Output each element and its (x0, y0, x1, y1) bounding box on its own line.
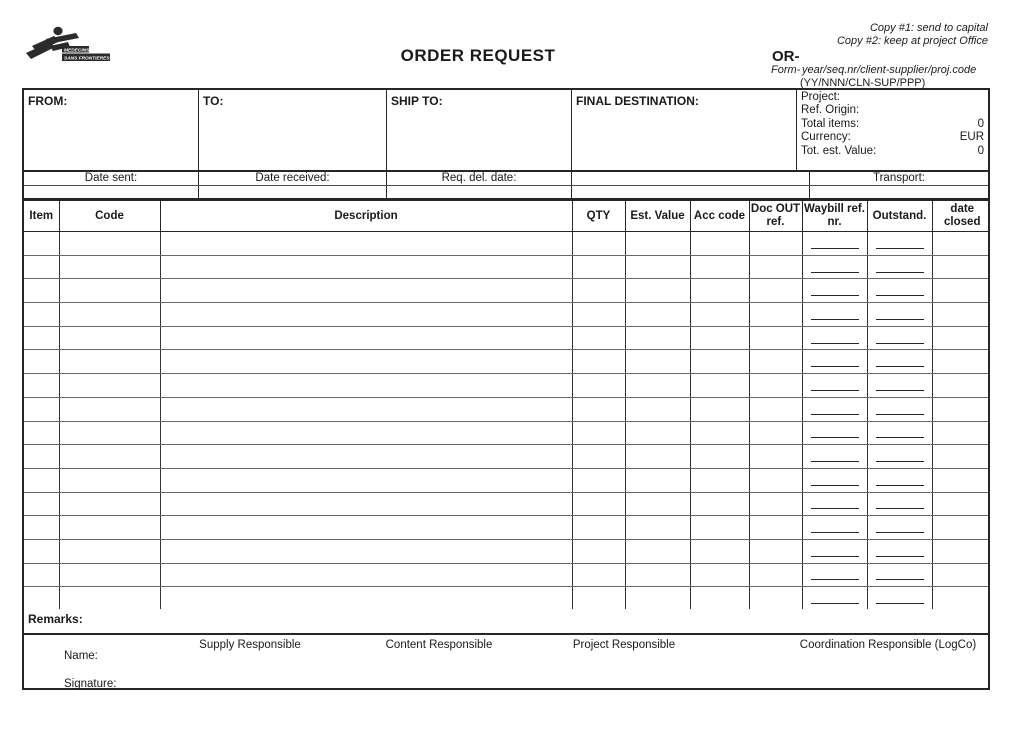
table-row (24, 421, 988, 445)
fill-in-line (876, 569, 924, 580)
fill-in-line (811, 427, 859, 438)
doc-out-ref-cell[interactable] (749, 279, 802, 303)
date-closed-cell[interactable] (932, 587, 988, 609)
date-closed-cell[interactable] (932, 445, 988, 469)
qty-cell[interactable] (572, 539, 625, 563)
doc-out-ref-cell[interactable] (749, 350, 802, 374)
item-cell[interactable] (24, 303, 59, 327)
description-cell[interactable] (160, 468, 572, 492)
item-cell[interactable] (24, 397, 59, 421)
outstand-cell[interactable] (867, 563, 932, 587)
waybill-ref-nr-cell[interactable] (802, 492, 867, 516)
outstand-cell[interactable] (867, 539, 932, 563)
acc-code-cell[interactable] (690, 468, 749, 492)
doc-out-ref-cell[interactable] (749, 563, 802, 587)
item-cell[interactable] (24, 279, 59, 303)
fill-in-line (811, 404, 859, 415)
signature-section (24, 635, 988, 688)
description-cell[interactable] (160, 255, 572, 279)
fill-in-line (876, 380, 924, 391)
fill-in-line (811, 238, 859, 249)
order-info-box (797, 90, 988, 170)
waybill-ref-nr-cell[interactable] (802, 397, 867, 421)
code-cell[interactable] (59, 492, 160, 516)
transport-label-cell: Transport: (873, 172, 925, 184)
acc-code-cell[interactable] (690, 232, 749, 256)
fill-in-line (876, 427, 924, 438)
item-cell[interactable] (24, 350, 59, 374)
acc-code-cell[interactable] (690, 563, 749, 587)
item-cell[interactable] (24, 445, 59, 469)
fill-in-line (876, 238, 924, 249)
date-values-row (24, 186, 988, 198)
col-header-qty: QTY (572, 201, 625, 232)
outstand-cell[interactable] (867, 232, 932, 256)
qty-cell[interactable] (572, 326, 625, 350)
tot-est-value-line[interactable] (801, 145, 984, 158)
date-closed-cell[interactable] (932, 232, 988, 256)
code-cell[interactable] (59, 445, 160, 469)
fill-in-line (876, 498, 924, 509)
fill-in-line (811, 593, 859, 604)
fill-in-line (876, 451, 924, 462)
item-cell[interactable] (24, 539, 59, 563)
est-value-cell[interactable] (625, 374, 690, 398)
item-cell[interactable] (24, 516, 59, 540)
msf-running-figure-icon (24, 26, 112, 64)
form-label: Form- (771, 64, 801, 76)
waybill-ref-nr-cell[interactable] (802, 255, 867, 279)
doc-out-ref-cell[interactable] (749, 232, 802, 256)
date-closed-cell[interactable] (932, 279, 988, 303)
to-box[interactable] (199, 90, 387, 170)
waybill-ref-nr-cell[interactable] (802, 516, 867, 540)
date-closed-cell[interactable] (932, 492, 988, 516)
waybill-ref-nr-cell[interactable] (802, 421, 867, 445)
fill-in-line (876, 333, 924, 344)
items-table-header-row (24, 201, 988, 232)
outstand-cell[interactable] (867, 374, 932, 398)
ship-to-box[interactable] (387, 90, 572, 170)
logo-text-line1: MEDECINS (64, 48, 90, 54)
date-closed-cell[interactable] (932, 397, 988, 421)
code-cell[interactable] (59, 397, 160, 421)
logo-text-line2: SANS FRONTIERES (64, 56, 110, 62)
code-cell[interactable] (59, 279, 160, 303)
date-labels-row (24, 172, 988, 186)
est-value-cell[interactable] (625, 279, 690, 303)
project-label: Project: (801, 91, 840, 103)
qty-cell[interactable] (572, 374, 625, 398)
date-received-label-cell: Date received: (199, 172, 387, 185)
currency-line[interactable] (801, 131, 984, 144)
waybill-ref-nr-cell[interactable] (802, 326, 867, 350)
total-items-value: 0 (977, 117, 984, 130)
code-cell[interactable] (59, 587, 160, 609)
qty-cell[interactable] (572, 492, 625, 516)
qty-cell[interactable] (572, 468, 625, 492)
remarks-row[interactable] (24, 609, 988, 635)
waybill-ref-nr-cell[interactable] (802, 279, 867, 303)
qty-cell[interactable] (572, 516, 625, 540)
item-cell[interactable] (24, 587, 59, 609)
est-value-cell[interactable] (625, 492, 690, 516)
code-cell[interactable] (59, 374, 160, 398)
code-cell[interactable] (59, 255, 160, 279)
items-table (24, 200, 988, 609)
fill-in-line (876, 262, 924, 273)
item-cell[interactable] (24, 326, 59, 350)
col-header-date-closed: date closed (932, 201, 988, 232)
fill-in-line (811, 333, 859, 344)
code-cell[interactable] (59, 303, 160, 327)
acc-code-cell[interactable] (690, 303, 749, 327)
date-closed-cell[interactable] (932, 563, 988, 587)
est-value-cell[interactable] (625, 232, 690, 256)
project-responsible-label: Project Responsible (572, 639, 676, 651)
waybill-ref-nr-cell[interactable] (802, 350, 867, 374)
fill-in-line (811, 498, 859, 509)
form-number-pattern-short: (YY/NNN/CLN-SUP/PPP) (800, 77, 926, 89)
qty-cell[interactable] (572, 587, 625, 609)
qty-cell[interactable] (572, 421, 625, 445)
table-row (24, 279, 988, 303)
ref-origin-line[interactable] (801, 104, 984, 117)
transport-value-cell[interactable] (810, 186, 988, 198)
doc-out-ref-cell[interactable] (749, 539, 802, 563)
doc-out-ref-cell[interactable] (749, 468, 802, 492)
fill-in-line (876, 309, 924, 320)
acc-code-cell[interactable] (690, 279, 749, 303)
qty-cell[interactable] (572, 563, 625, 587)
est-value-cell[interactable] (625, 445, 690, 469)
table-row (24, 374, 988, 398)
waybill-ref-nr-cell[interactable] (802, 232, 867, 256)
qty-cell[interactable] (572, 350, 625, 374)
item-cell[interactable] (24, 468, 59, 492)
table-row (24, 516, 988, 540)
est-value-cell[interactable] (625, 587, 690, 609)
outstand-cell[interactable] (867, 516, 932, 540)
description-cell[interactable] (160, 326, 572, 350)
acc-code-cell[interactable] (690, 516, 749, 540)
doc-out-ref-cell[interactable] (749, 492, 802, 516)
doc-out-ref-cell[interactable] (749, 255, 802, 279)
table-row (24, 468, 988, 492)
col-header-doc-out-ref: Doc OUT ref. (749, 201, 802, 232)
code-cell[interactable] (59, 421, 160, 445)
col-header-acc-code: Acc code (690, 201, 749, 232)
waybill-ref-nr-cell[interactable] (802, 374, 867, 398)
date-closed-cell[interactable] (932, 350, 988, 374)
outstand-cell[interactable] (867, 445, 932, 469)
waybill-ref-nr-cell[interactable] (802, 563, 867, 587)
qty-cell[interactable] (572, 303, 625, 327)
acc-code-cell[interactable] (690, 255, 749, 279)
fill-in-line (811, 309, 859, 320)
signature-label: Signature: (64, 678, 117, 690)
date-closed-cell[interactable] (932, 255, 988, 279)
doc-out-ref-cell[interactable] (749, 421, 802, 445)
col-header-code: Code (59, 201, 160, 232)
acc-code-cell[interactable] (690, 326, 749, 350)
tot-est-value-label: Tot. est. Value: (801, 144, 877, 157)
qty-cell[interactable] (572, 279, 625, 303)
description-cell[interactable] (160, 232, 572, 256)
copy-note-2: Copy #2: keep at project Office (836, 35, 988, 47)
fill-in-line (811, 522, 859, 533)
fill-in-line (811, 451, 859, 462)
fill-in-line (876, 522, 924, 533)
item-cell[interactable] (24, 563, 59, 587)
est-value-cell[interactable] (625, 563, 690, 587)
table-row (24, 350, 988, 374)
item-cell[interactable] (24, 374, 59, 398)
date-closed-cell[interactable] (932, 468, 988, 492)
est-value-cell[interactable] (625, 468, 690, 492)
description-cell[interactable] (160, 303, 572, 327)
copy-note-1: Copy #1: send to capital (869, 22, 988, 34)
est-value-cell[interactable] (625, 516, 690, 540)
outstand-cell[interactable] (867, 279, 932, 303)
col-header-waybill-ref-nr: Waybill ref. nr. (802, 201, 867, 232)
acc-code-cell[interactable] (690, 350, 749, 374)
item-cell[interactable] (24, 492, 59, 516)
outstand-cell[interactable] (867, 468, 932, 492)
qty-cell[interactable] (572, 255, 625, 279)
tot-est-value-value: 0 (977, 144, 984, 157)
description-cell[interactable] (160, 539, 572, 563)
fill-in-line (811, 262, 859, 273)
col-header-item: Item (24, 201, 59, 232)
est-value-cell[interactable] (625, 421, 690, 445)
remarks-label: Remarks: (28, 612, 83, 626)
est-value-cell[interactable] (625, 350, 690, 374)
date-sent-value-cell[interactable] (24, 186, 199, 198)
date-closed-cell[interactable] (932, 516, 988, 540)
fill-in-line (876, 285, 924, 296)
page-title: ORDER REQUEST (400, 46, 556, 65)
doc-out-ref-cell[interactable] (749, 303, 802, 327)
est-value-cell[interactable] (625, 539, 690, 563)
code-cell[interactable] (59, 326, 160, 350)
item-cell[interactable] (24, 255, 59, 279)
currency-label: Currency: (801, 131, 851, 144)
est-value-cell[interactable] (625, 303, 690, 327)
final-destination-label: FINAL DESTINATION: (576, 94, 699, 108)
from-label: FROM: (28, 94, 68, 108)
date-received-value-cell[interactable] (199, 186, 387, 198)
description-cell[interactable] (160, 563, 572, 587)
description-cell[interactable] (160, 421, 572, 445)
fill-in-line (811, 380, 859, 391)
acc-code-cell[interactable] (690, 492, 749, 516)
outstand-cell[interactable] (867, 397, 932, 421)
outstand-cell[interactable] (867, 326, 932, 350)
date-values-spacer-cell (572, 186, 810, 198)
code-cell[interactable] (59, 539, 160, 563)
qty-cell[interactable] (572, 445, 625, 469)
est-value-cell[interactable] (625, 255, 690, 279)
table-row (24, 587, 988, 609)
description-cell[interactable] (160, 279, 572, 303)
msf-logo (24, 26, 112, 69)
total-items-line[interactable] (801, 118, 984, 131)
acc-code-cell[interactable] (690, 374, 749, 398)
fill-in-line (811, 475, 859, 486)
outstand-cell[interactable] (867, 255, 932, 279)
waybill-ref-nr-cell[interactable] (802, 468, 867, 492)
ref-origin-label: Ref. Origin: (801, 104, 860, 117)
description-cell[interactable] (160, 492, 572, 516)
fill-in-line (811, 356, 859, 367)
outstand-cell[interactable] (867, 492, 932, 516)
table-row (24, 563, 988, 587)
items-table-wrap (24, 198, 988, 609)
description-cell[interactable] (160, 397, 572, 421)
coordination-responsible-label: Coordination Responsible (LogCo) (799, 639, 977, 651)
fill-in-line (876, 475, 924, 486)
currency-value: EUR (959, 131, 984, 144)
doc-out-ref-cell[interactable] (749, 516, 802, 540)
form-frame (22, 88, 990, 690)
description-cell[interactable] (160, 516, 572, 540)
table-row (24, 326, 988, 350)
table-row (24, 445, 988, 469)
item-cell[interactable] (24, 421, 59, 445)
supply-responsible-label: Supply Responsible (199, 639, 301, 651)
acc-code-cell[interactable] (690, 397, 749, 421)
items-table-body (24, 232, 988, 610)
date-closed-cell[interactable] (932, 539, 988, 563)
table-row (24, 255, 988, 279)
ship-to-label: SHIP TO: (391, 94, 443, 108)
acc-code-cell[interactable] (690, 587, 749, 609)
doc-out-ref-cell[interactable] (749, 374, 802, 398)
acc-code-cell[interactable] (690, 539, 749, 563)
fill-in-line (876, 404, 924, 415)
doc-out-ref-cell[interactable] (749, 397, 802, 421)
code-cell[interactable] (59, 232, 160, 256)
table-row (24, 397, 988, 421)
fill-in-line (811, 285, 859, 296)
final-destination-box[interactable] (572, 90, 797, 170)
waybill-ref-nr-cell[interactable] (802, 539, 867, 563)
fill-in-line (811, 569, 859, 580)
date-row-spacer-cell (572, 172, 810, 185)
col-header-est-value: Est. Value (625, 201, 690, 232)
form-number-pattern: year/seq.nr/client-supplier/proj.code (802, 64, 977, 76)
to-label: TO: (203, 94, 224, 108)
address-row (24, 90, 988, 172)
outstand-cell[interactable] (867, 303, 932, 327)
table-row (24, 303, 988, 327)
description-cell[interactable] (160, 374, 572, 398)
date-closed-cell[interactable] (932, 326, 988, 350)
qty-cell[interactable] (572, 397, 625, 421)
code-cell[interactable] (59, 468, 160, 492)
waybill-ref-nr-cell[interactable] (802, 445, 867, 469)
doc-out-ref-cell[interactable] (749, 445, 802, 469)
date-closed-cell[interactable] (932, 421, 988, 445)
col-header-outstand: Outstand. (867, 201, 932, 232)
code-cell[interactable] (59, 563, 160, 587)
code-cell[interactable] (59, 516, 160, 540)
outstand-cell[interactable] (867, 421, 932, 445)
or-number-label: OR- (772, 48, 800, 65)
from-box[interactable] (24, 90, 199, 170)
item-cell[interactable] (24, 232, 59, 256)
table-row (24, 539, 988, 563)
waybill-ref-nr-cell[interactable] (802, 587, 867, 609)
doc-out-ref-cell[interactable] (749, 587, 802, 609)
fill-in-line (811, 546, 859, 557)
req-del-date-value-cell[interactable] (387, 186, 572, 198)
outstand-cell[interactable] (867, 587, 932, 609)
table-row (24, 232, 988, 256)
acc-code-cell[interactable] (690, 421, 749, 445)
doc-out-ref-cell[interactable] (749, 326, 802, 350)
content-responsible-label: Content Responsible (385, 639, 493, 651)
fill-in-line (876, 356, 924, 367)
date-closed-cell[interactable] (932, 303, 988, 327)
fill-in-line (876, 546, 924, 557)
est-value-cell[interactable] (625, 397, 690, 421)
est-value-cell[interactable] (625, 326, 690, 350)
req-del-date-label-cell: Req. del. date: (387, 172, 572, 185)
date-sent-label-cell: Date sent: (24, 172, 199, 185)
col-header-description: Description (160, 201, 572, 232)
table-row (24, 492, 988, 516)
qty-cell[interactable] (572, 232, 625, 256)
description-cell[interactable] (160, 587, 572, 609)
code-cell[interactable] (59, 350, 160, 374)
project-line[interactable] (801, 91, 984, 104)
description-cell[interactable] (160, 445, 572, 469)
outstand-cell[interactable] (867, 350, 932, 374)
date-closed-cell[interactable] (932, 374, 988, 398)
description-cell[interactable] (160, 350, 572, 374)
total-items-label: Total items: (801, 117, 860, 130)
fill-in-line (876, 593, 924, 604)
name-label: Name: (64, 650, 98, 662)
acc-code-cell[interactable] (690, 445, 749, 469)
waybill-ref-nr-cell[interactable] (802, 303, 867, 327)
